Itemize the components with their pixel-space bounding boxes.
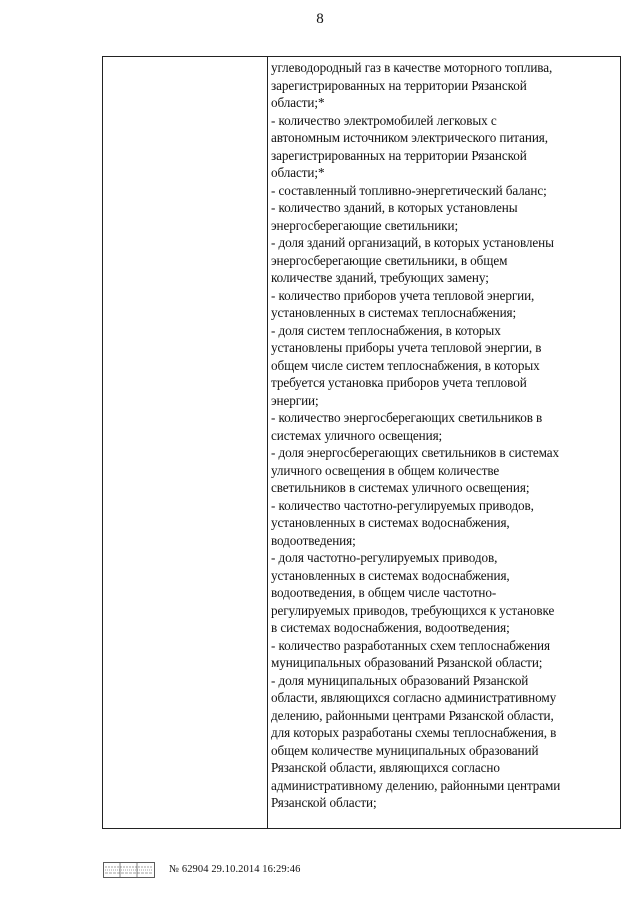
text-line: Рязанской области, являющихся согласно [271,760,500,775]
text-line: установленных в системах теплоснабжения; [271,305,517,320]
text-line: углеводородный газ в качестве моторного топлива, [271,60,553,75]
text-line: водоотведения; [271,532,356,548]
text-line: области;* [271,95,325,110]
text-line: делению, районными центрами Рязанской области, [271,707,554,723]
text-line: зарегистрированных на территории Рязанской [271,147,527,163]
text-line: автономным источником электрического питания, [271,130,548,145]
text-line: - доля энергосберегающих светильников в системах [271,445,560,460]
text-line: установленных в системах водоснабжения, [271,567,510,583]
registration-stamp-icon [103,862,155,878]
text-line: - количество зданий, в которых установлены [271,200,518,215]
text-line: общем количестве муниципальных образований [271,742,539,758]
text-line: области;* [271,165,325,180]
text-line: энергосберегающие светильники, в общем [271,252,508,268]
text-line: - доля муниципальных образований Рязанской [271,672,529,688]
text-line: - доля зданий организаций, в которых установлены [271,235,554,250]
text-line: светильников в системах уличного освещения; [271,480,530,495]
text-line: для которых разработаны схемы теплоснабжения, в [271,725,557,740]
text-line: зарегистрированных на территории Рязанской [271,77,527,93]
text-line: - составленный топливно-энергетический баланс; [271,182,547,198]
text-line: Рязанской области; [271,795,377,810]
text-line: - доля систем теплоснабжения, в которых [271,322,501,338]
text-line: регулируемых приводов, требующихся к установке [271,602,555,618]
registration-number: № 62904 29.10.2014 16:29:46 [169,864,301,875]
document-table [102,56,621,829]
text-line: системах уличного освещения; [271,427,443,443]
text-line: в системах водоснабжения, водоотведения; [271,620,510,635]
text-line: водоотведения, в общем числе частотно- [271,585,497,600]
text-line: - количество энергосберегающих светильников в [271,410,543,425]
table-content-cell [271,59,619,812]
text-line: энергосберегающие светильники; [271,217,459,233]
text-line: - количество приборов учета тепловой энергии, [271,287,535,303]
table-column-divider [267,57,268,828]
text-line: - количество частотно-регулируемых приводов, [271,497,534,513]
text-line: муниципальных образований Рязанской области; [271,655,543,670]
text-line: - количество разработанных схем теплоснабжения [271,637,550,653]
page-number: 8 [316,11,324,27]
text-line: общем числе систем теплоснабжения, в которых [271,357,540,373]
text-line: установленных в системах водоснабжения, [271,515,510,530]
text-line: количестве зданий, требующих замену; [271,270,489,285]
text-line: административному делению, районными центрами [271,777,561,793]
text-line: уличного освещения в общем количестве [271,462,500,478]
text-line: установлены приборы учета тепловой энергии, в [271,340,542,355]
text-line: - количество электромобилей легковых с [271,112,497,128]
text-line: области, являющихся согласно административному [271,690,557,705]
text-line: - доля частотно-регулируемых приводов, [271,550,498,565]
text-line: требуется установка приборов учета тепловой [271,375,527,390]
document-footer [103,860,300,880]
text-line: энергии; [271,392,319,408]
